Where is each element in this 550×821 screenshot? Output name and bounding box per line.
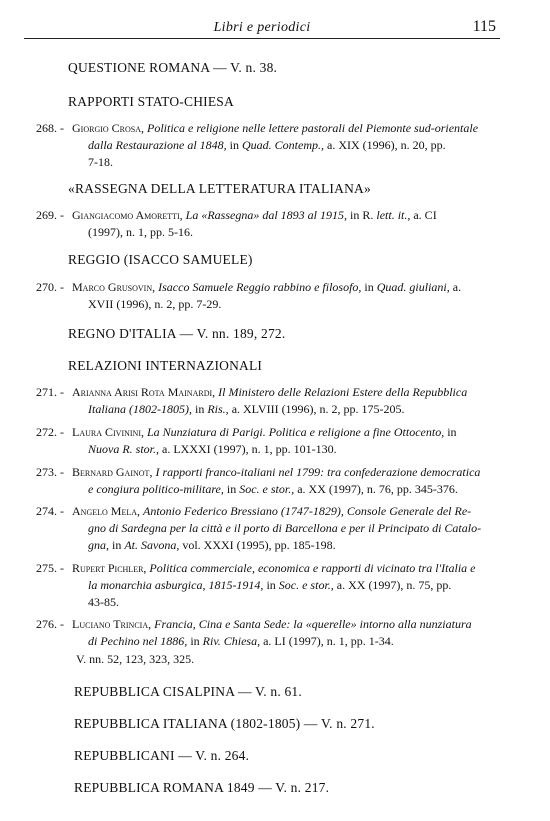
entry-title: Il Ministero delle Relazioni Estere della Repubblica <box>218 385 468 399</box>
entry-body: Giangiacomo Amoretti, La «Rassegna» dal 1893 al 1915, in R. lett. it., a. CI (1997), n. 1, pp. 5-16. <box>72 208 437 239</box>
entry-journal: Quad. Contemp., <box>242 138 325 152</box>
entry-number: 272. - <box>36 425 64 439</box>
entry-author: Giangiacomo Amoretti, <box>72 208 183 222</box>
entry-title: La «Rassegna» dal 1893 al 1915, <box>185 208 348 222</box>
entry-journal: At. Savona, <box>124 538 180 552</box>
entry-title: Antonio Federico Bressiano (1747-1829), Console Generale del Re- <box>143 504 472 518</box>
entry-body: Giorgio Crosa, Politica e religione nelle lettere pastorali del Piemonte sud-orientale dalla Restaurazione al 1848, in Quad. Contemp., a. XIX (1996), n. 20, pp. 7-18. <box>72 121 479 169</box>
entry-number: 271. - <box>36 385 64 399</box>
entry-author: Luciano Trincia, <box>72 617 152 631</box>
entry-journal: Nuova R. stor., <box>88 442 160 456</box>
entry-journal: Ris., <box>207 402 229 416</box>
entry-journal: Riv. Chiesa, <box>202 634 261 648</box>
entry-body: Angelo Mela, Antonio Federico Bressiano (1747-1829), Console Generale del Re- gno di Sardegna per la città e il porto di Barcellona e per il Principato di Catalo- gna, in At. Savona, vol. XXXI (1995), pp. 185-198. <box>72 504 482 552</box>
heading-rassegna: «RASSEGNA DELLA LETTERATURA ITALIANA» <box>68 181 371 196</box>
heading-repubblicani: REPUBBLICANI — V. n. 264. <box>74 748 250 763</box>
entry-276-cross-reference: V. nn. 52, 123, 323, 325. <box>76 652 195 666</box>
entry-author: Arianna Arisi Rota Mainardi, <box>72 385 216 399</box>
entry-journal: Soc. e stor., <box>239 482 295 496</box>
entry-journal: Soc. e stor., <box>278 578 334 592</box>
entry-title: Francia, Cina e Santa Sede: la «querelle» intorno alla nunziatura <box>154 617 472 631</box>
heading-rapporti-stato-chiesa: RAPPORTI STATO-CHIESA <box>68 94 234 109</box>
entry-title: Politica commerciale, economica e rapporti di vicinato tra l'Italia e <box>149 561 476 575</box>
entry-body: Bernard Gainot, I rapporti franco-italiani nel 1799: tra confederazione democratica e congiura politico-militare, in Soc. e stor., a. XX (1997), n. 76, pp. 345-376. <box>72 465 481 496</box>
entry-number: 270. - <box>36 280 64 294</box>
entry-number: 268. - <box>36 121 64 135</box>
running-head <box>24 16 500 38</box>
entry-title: Politica e religione nelle lettere pastorali del Piemonte sud-orientale <box>147 121 479 135</box>
entry-author: Rupert Pichler, <box>72 561 147 575</box>
entry-title: Isacco Samuele Reggio rabbino e filosofo, <box>158 280 362 294</box>
entry-author: Bernard Gainot, <box>72 465 153 479</box>
entry-body: Marco Grusovin, Isacco Samuele Reggio rabbino e filosofo, in Quad. giuliani, a. XVII (1996), n. 2, pp. 7-29. <box>72 280 462 311</box>
heading-regno-italia: REGNO D'ITALIA — V. nn. 189, 272. <box>68 326 286 341</box>
entry-number: 274. - <box>36 504 64 518</box>
entry-journal: lett. it., <box>376 208 411 222</box>
entry-title: I rapporti franco-italiani nel 1799: tra confederazione democratica <box>155 465 481 479</box>
entry-body: Rupert Pichler, Politica commerciale, economica e rapporti di vicinato tra l'Italia e la monarchia asburgica, 1815-1914, in Soc. e stor., a. XX (1997), n. 75, pp. 43-85. <box>72 561 476 609</box>
page-number: 115 <box>472 18 496 35</box>
entry-body: Arianna Arisi Rota Mainardi, Il Ministero delle Relazioni Estere della Repubblica Italiana (1802-1805), in Ris., a. XLVIII (1996), n. 2, pp. 175-205. <box>72 385 468 416</box>
entry-author: Giorgio Crosa, <box>72 121 145 135</box>
entry-body: Laura Civinini, La Nunziatura di Parigi. Politica e religione a fine Ottocento, in Nuova R. stor., a. LXXXI (1997), n. 1, pp. 101-130. <box>72 425 457 456</box>
heading-repubblica-cisalpina: REPUBBLICA CISALPINA — V. n. 61. <box>74 684 302 699</box>
entry-title: La Nunziatura di Parigi. Politica e religione a fine Ottocento, <box>147 425 445 439</box>
heading-repubblica-romana: REPUBBLICA ROMANA 1849 — V. n. 217. <box>74 780 330 795</box>
entry-author: Laura Civinini, <box>72 425 144 439</box>
header-rule <box>24 38 500 39</box>
heading-reggio: REGGIO (ISACCO SAMUELE) <box>68 252 253 267</box>
entry-author: Angelo Mela, <box>72 504 140 518</box>
running-title: Libri e periodici <box>213 20 311 35</box>
entry-author: Marco Grusovin, <box>72 280 156 294</box>
entry-journal: Quad. giuliani, <box>376 280 450 294</box>
heading-relazioni-internazionali: RELAZIONI INTERNAZIONALI <box>68 358 263 373</box>
heading-questione-romana: QUESTIONE ROMANA — V. n. 38. <box>68 60 278 75</box>
entry-number: 275. - <box>36 561 64 575</box>
entry-number: 269. - <box>36 208 64 222</box>
entry-number: 273. - <box>36 465 64 479</box>
heading-repubblica-italiana: REPUBBLICA ITALIANA (1802-1805) — V. n. 271. <box>74 716 375 731</box>
entry-number: 276. - <box>36 617 64 631</box>
entry-body: Luciano Trincia, Francia, Cina e Santa Sede: la «querelle» intorno alla nunziatura di Pechino nel 1886, in Riv. Chiesa, a. LI (1997), n. 1, pp. 1-34. <box>72 617 472 648</box>
